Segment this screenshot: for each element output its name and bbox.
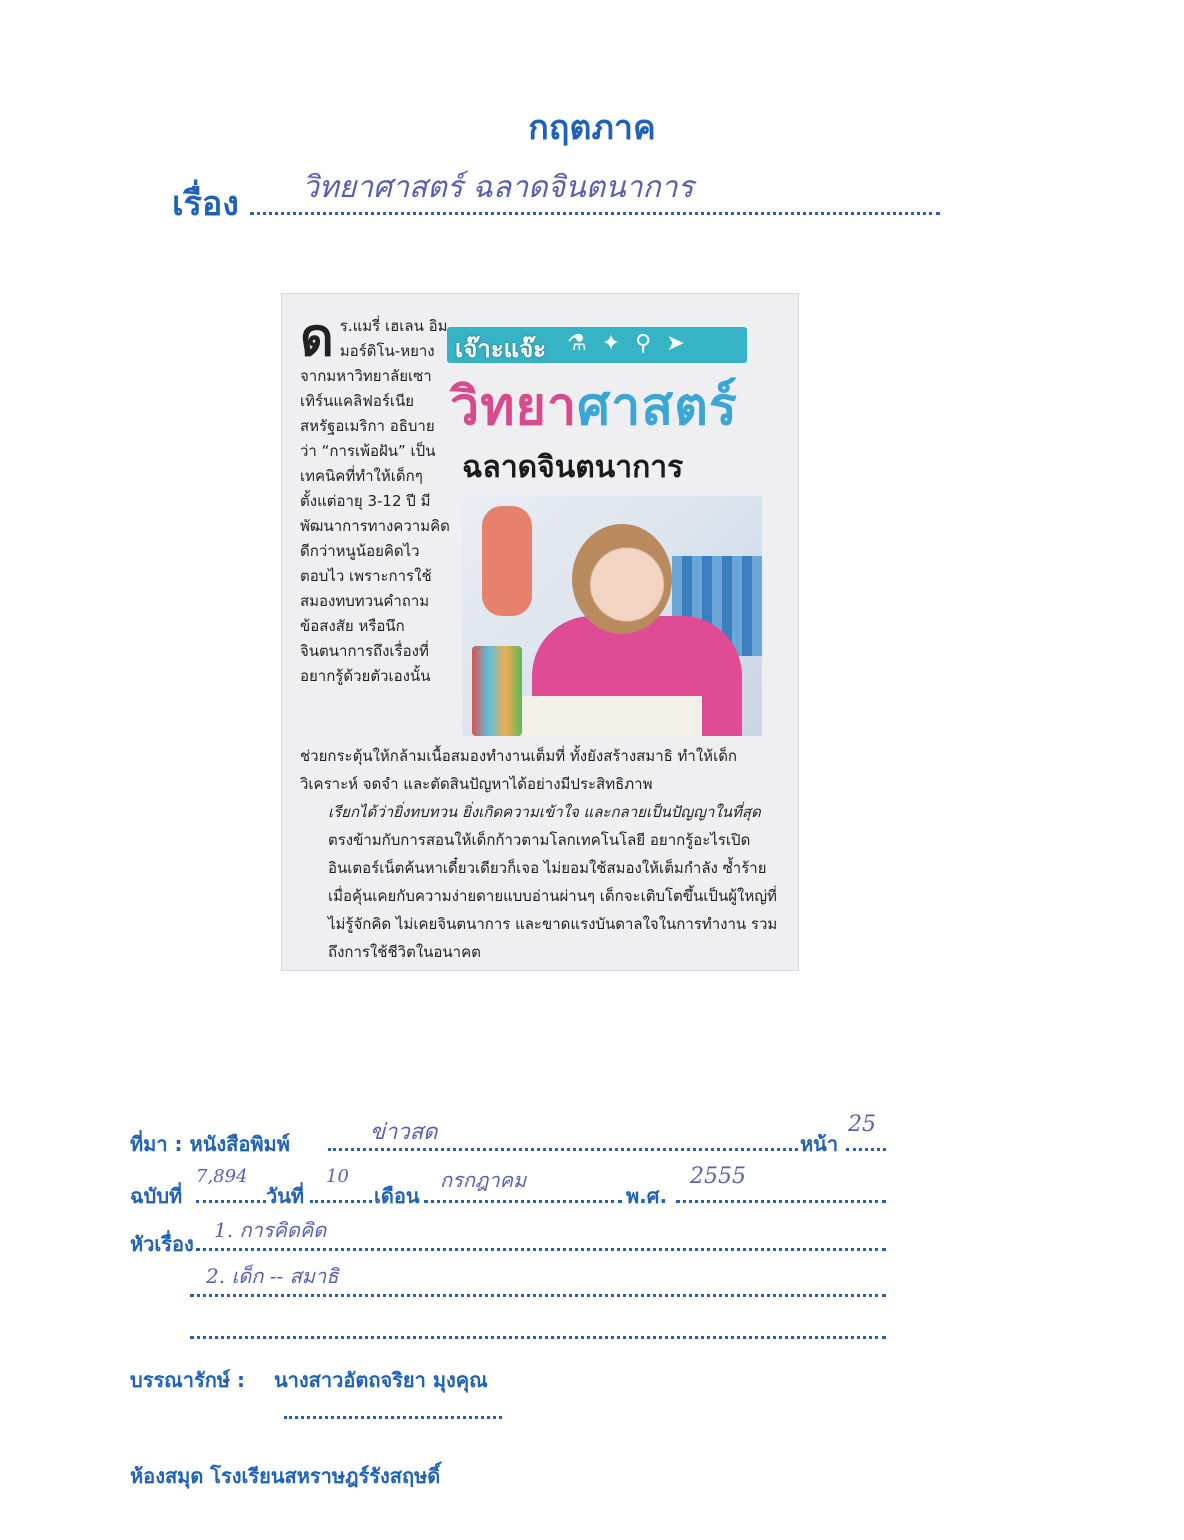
photo-pencil-cup <box>472 646 522 736</box>
year-value: 2555 <box>690 1164 746 1189</box>
source-value: ข่าวสด <box>370 1120 438 1145</box>
dropcap: ด <box>300 308 334 368</box>
subject-row <box>172 170 940 224</box>
topic-2: 2. เด็ก -- สมาธิ <box>206 1264 339 1288</box>
page-label: หน้า <box>800 1132 839 1156</box>
body-paragraph: ตรงข้ามกับการสอนให้เด็กก้าวตามโลกเทคโนโลยี อยากรู้อะไรเปิดอินเตอร์เน็ตค้นหาเดี๋ยวเดียวก็เจอ ไม่ยอมใช้สมองให้เต็มกำลัง ซ้ำร้ายเมื่อคุ้นเคยกับความง่ายดายแบบอ่านผ่านๆ เด็กจะเติบโตขึ้นเป็นผู้ใหญ่ที่ไม่รู้จักคิด ไม่เคยจินตนาการ และขาดแรงบันดาลใจในการทำงาน รวมถึงการใช้ชีวิตในอนาคต <box>328 831 778 961</box>
topic-1: 1. การคิดคิด <box>214 1218 327 1242</box>
day-label: วันที่ <box>266 1184 305 1208</box>
lead-text: ร.แมรี่ เฮเลน อิมมอร์ดิโน-หยาง จากมหาวิทยาลัยเซาเทิร์นแคลิฟอร์เนีย สหรัฐอเมริกา อธิบายว่า “การเพ้อฝัน” เป็นเทคนิคที่ทำให้เด็กๆ ตั้งแต่อายุ 3-12 ปี มีพัฒนาการทางความคิดดีกว่าหนูน้อยคิดไว ตอบไว เพราะการใช้สมองทบทวนคำถาม ข้อสงสัย หรือนึกจินตนาการถึงเรื่องที่อยากรู้ด้วยตัวเองนั้น <box>300 317 450 685</box>
subject-label: เรื่อง <box>172 184 239 224</box>
photo-girl-head <box>572 524 672 634</box>
science-title <box>450 364 738 447</box>
article-photo <box>462 496 762 736</box>
newspaper-clipping <box>282 294 798 970</box>
issue-value: 7,894 <box>196 1166 248 1187</box>
topic-dotted-line-3 <box>190 1326 886 1339</box>
article-body <box>300 742 780 966</box>
librarian-label: บรรณารักษ์ : <box>130 1368 245 1392</box>
month-label: เดือน <box>374 1184 420 1208</box>
year-dotted-line <box>676 1190 886 1203</box>
day-dotted-line <box>310 1190 372 1203</box>
librarian-name: นางสาวอัตถจริยา มุงคุณ <box>274 1368 488 1392</box>
subject-handwritten: วิทยาศาสตร์ ฉลาดจินตนาการ <box>302 170 694 205</box>
issue-dotted-line <box>196 1190 266 1203</box>
page-dotted-line <box>846 1138 886 1151</box>
science-icons: ⚗ ✦ ⚲ ➤ <box>567 331 689 356</box>
article-headline: ฉลาดจินตนาการ <box>462 450 684 485</box>
science-title-part1: วิทยา <box>450 377 578 437</box>
library-name: ห้องสมุด โรงเรียนสหราษฎร์รังสฤษดิ์ <box>130 1464 441 1488</box>
topic-label: หัวเรื่อง <box>130 1232 194 1256</box>
month-value: กรกฎาคม <box>440 1168 527 1192</box>
body-paragraph: เรียกได้ว่ายิ่งทบทวน ยิ่งเกิดความเข้าใจ และกลายเป็นปัญญาในที่สุด <box>328 803 761 821</box>
issue-label: ฉบับที่ <box>130 1184 183 1208</box>
column-tag: เจ๊าะแจ๊ะ <box>455 335 547 363</box>
column-banner <box>447 327 747 363</box>
photo-background-figure <box>482 506 532 616</box>
page-value: 25 <box>848 1112 876 1137</box>
article-lead-column <box>300 308 450 689</box>
year-label: พ.ศ. <box>626 1184 668 1208</box>
science-title-part2: ศาสตร์ <box>577 377 738 437</box>
document-category: กฤตภาค <box>528 108 656 148</box>
body-paragraph: ช่วยกระตุ้นให้กล้ามเนื้อสมองทำงานเต็มที่ ทั้งยังสร้างสมาธิ ทำให้เด็กวิเคราะห์ จดจำ และตัดสินปัญหาได้อย่างมีประสิทธิภาพ <box>300 747 738 793</box>
source-label: ที่มา : หนังสือพิมพ์ <box>130 1132 290 1156</box>
signature-dotted-line <box>284 1416 502 1419</box>
day-value: 10 <box>326 1166 349 1187</box>
photo-book <box>502 696 702 736</box>
